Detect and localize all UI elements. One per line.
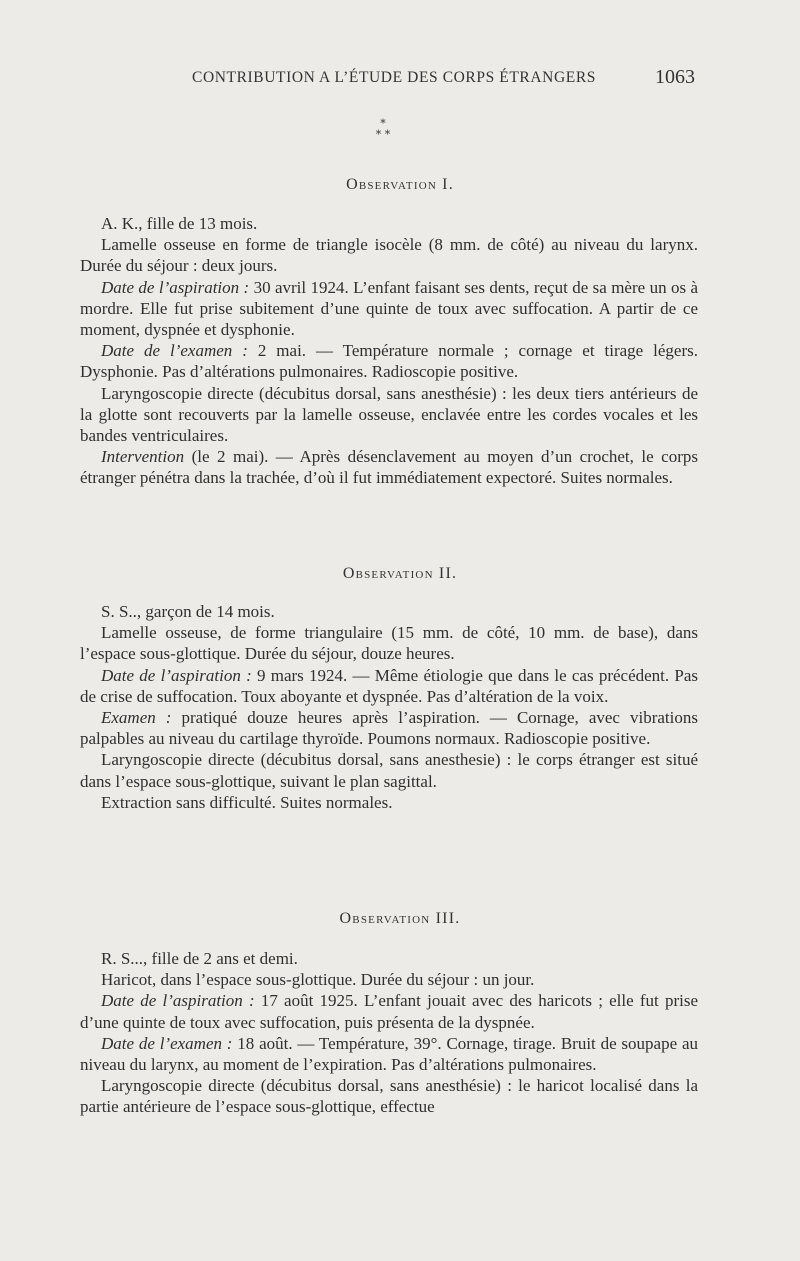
page-number: 1063	[655, 66, 695, 88]
observation-2-body	[80, 601, 698, 813]
running-head	[0, 66, 800, 88]
asterism-ornament	[368, 118, 398, 140]
obs1-para-6: Intervention (le 2 mai). — Après désenclavement au moyen d’un crochet, le corps étranger pénétra dans la trachée, d’où il fut immédiatement expectoré. Suites normales.	[80, 447, 698, 488]
obs2-para-2: Lamelle osseuse, de forme triangulaire (15 mm. de côté, 10 mm. de base), dans l’espace sous-glottique. Durée du séjour, douze heures.	[80, 623, 698, 664]
obs3-para-5: Laryngoscopie directe (décubitus dorsal, sans anesthésie) : le haricot localisé dans la partie antérieure de l’espace sous-glottique, effectue	[80, 1076, 698, 1117]
obs2-para-1: S. S.., garçon de 14 mois.	[101, 602, 275, 621]
obs2-para-4: Examen : pratiqué douze heures après l’aspiration. — Cornage, avec vibrations palpables au niveau du cartilage thyroïde. Poumons normaux. Radioscopie positive.	[80, 708, 698, 749]
obs1-para-4: Date de l’examen : 2 mai. — Température normale ; cornage et tirage légers. Dysphonie. Pas d’altérations pulmonaires. Radioscopie positive.	[80, 341, 698, 382]
obs3-para-1: R. S..., fille de 2 ans et demi.	[101, 949, 298, 968]
obs1-para-1: A. K., fille de 13 mois.	[101, 214, 258, 233]
obs3-para-2: Haricot, dans l’espace sous-glottique. Durée du séjour : un jour.	[101, 970, 535, 990]
observation-1-title: Observation I.	[346, 176, 454, 193]
obs1-para-3: Date de l’aspiration : 30 avril 1924. L’enfant faisant ses dents, reçut de sa mère un os à mordre. Elle fut prise subitement d’une quinte de toux avec suffocation. A partir de ce moment, dyspnée et dysphonie.	[80, 277, 699, 340]
running-title: CONTRIBUTION A L’ÉTUDE DES CORPS ÉTRANGERS	[192, 69, 596, 86]
observation-2-title: Observation II.	[342, 565, 458, 582]
obs2-para-6: Extraction sans difficulté. Suites normales.	[101, 792, 393, 812]
observation-3-title: Observation III.	[339, 910, 461, 927]
asterism-symbol: * * *	[375, 117, 391, 141]
obs3-para-4: Date de l’examen : 18 août. — Température, 39°. Cornage, tirage. Bruit de soupape au niveau du larynx, au moment de l’expiration. Pas d’altérations pulmonaires.	[80, 1033, 698, 1075]
obs2-para-3: Date de l’aspiration : 9 mars 1924. — Même étiologie que dans le cas précédent. Pas de crise de suffocation. Toux aboyante et dyspnée. Pas d’altération de la voix.	[80, 665, 698, 706]
obs1-para-2: Lamelle osseuse en forme de triangle isocèle (8 mm. de côté) au niveau du larynx. Durée du séjour : deux jours.	[80, 235, 698, 276]
observation-3-body	[80, 948, 698, 1118]
observation-1-body	[80, 213, 698, 489]
obs2-para-5: Laryngoscopie directe (décubitus dorsal, sans anesthesie) : le corps étranger est situé dans l’espace sous-glottique, suivant le plan sagittal.	[80, 750, 698, 791]
obs1-para-5: Laryngoscopie directe (décubitus dorsal, sans anesthésie) : les deux tiers antérieurs de la glotte sont recouverts par la lamelle osseuse, enclavée entre les cordes vocales et les bandes ventriculaires.	[80, 383, 698, 446]
obs3-para-3: Date de l’aspiration : 17 août 1925. L’enfant jouait avec des haricots ; elle fut prise d’une quinte de toux avec suffocation, puis présenta de la dyspnée.	[80, 991, 698, 1032]
